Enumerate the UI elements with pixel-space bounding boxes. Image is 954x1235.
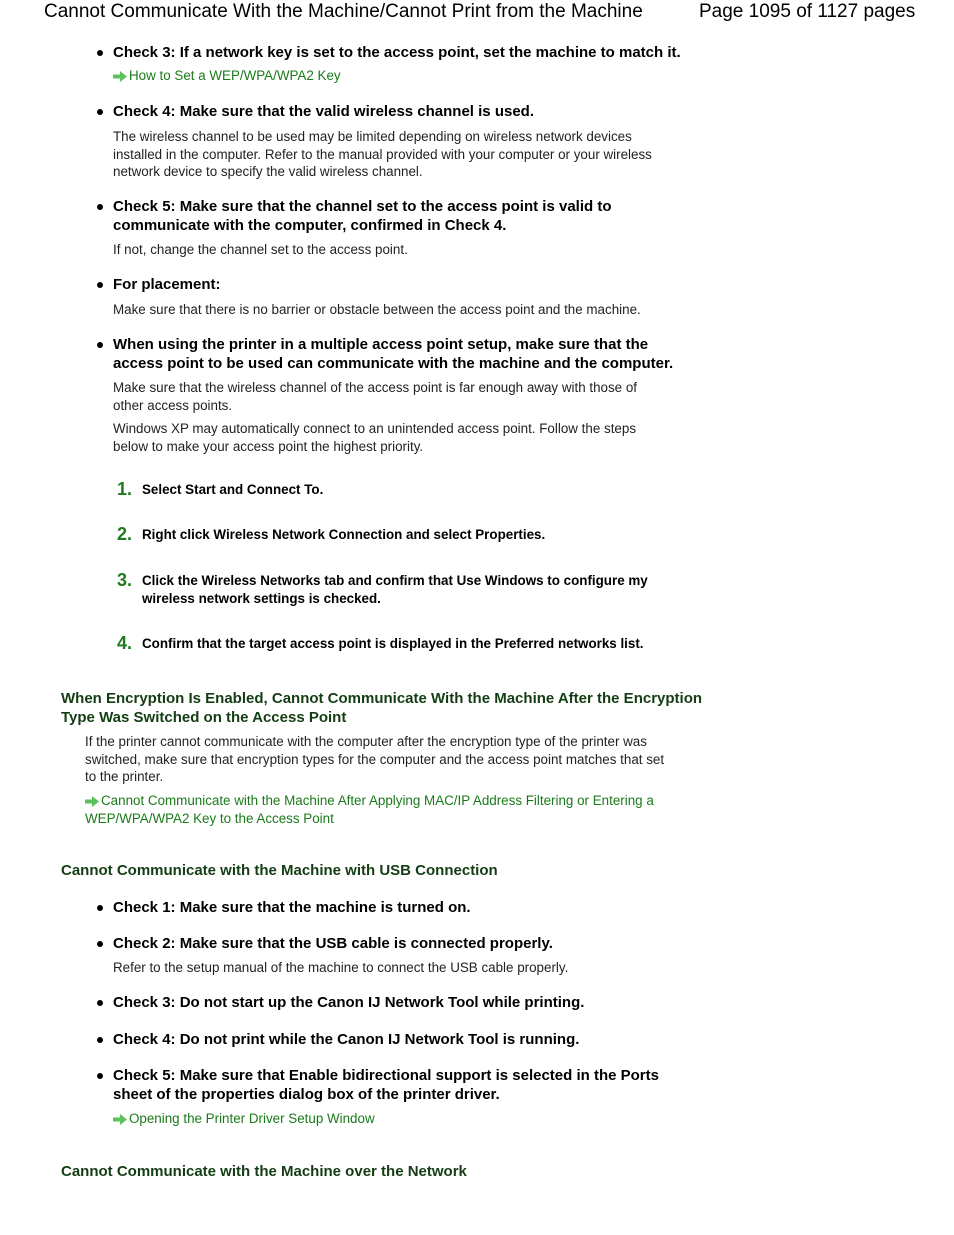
step-text: [142, 572, 702, 608]
mac-ip-filtering-link[interactable]: [85, 792, 705, 827]
text-line: Make sure that the wireless channel of the access point is far enough away with those of: [113, 380, 638, 395]
printer-driver-setup-link-label[interactable]: Opening the Printer Driver Setup Window: [129, 1111, 375, 1126]
step-number: 4.: [117, 633, 133, 653]
text-line: Windows XP may automatically connect to an unintended access point. Follow the steps: [113, 421, 637, 436]
text-line: other access points.: [113, 397, 233, 413]
heading-line: When using the printer in a multiple access point setup, make sure that the: [113, 336, 649, 353]
check5-heading: [113, 197, 713, 235]
usb-check2-body: Refer to the setup manual of the machine to connect the USB cable properly.: [113, 960, 569, 975]
bullet-icon: [97, 282, 103, 288]
bullet-icon: [97, 1000, 103, 1006]
heading-line: sheet of the properties dialog box of the printer driver.: [113, 1086, 500, 1103]
encryption-section-heading: [61, 689, 741, 727]
mac-ip-filtering-link-label[interactable]: Cannot Communicate with the Machine After Applying MAC/IP Address Filtering or Entering a: [101, 793, 654, 808]
step-number: 1.: [117, 479, 133, 499]
page-number: Page 1095 of 1127 pages: [699, 1, 916, 22]
network-section-heading: Cannot Communicate with the Machine over the Network: [61, 1163, 467, 1180]
wep-key-link-label[interactable]: How to Set a WEP/WPA/WPA2 Key: [129, 68, 341, 83]
link-line[interactable]: WEP/WPA/WPA2 Key to the Access Point: [85, 810, 334, 826]
bullet-icon: [97, 1073, 103, 1079]
text-line: If the printer cannot communicate with the computer after the encryption type of the printer was: [85, 734, 647, 749]
check4-heading: Check 4: Make sure that the valid wireless channel is used.: [113, 103, 534, 120]
check5-body: If not, change the channel set to the access point.: [113, 242, 408, 257]
usb-check2-heading: Check 2: Make sure that the USB cable is connected properly.: [113, 935, 553, 952]
heading-line: Type Was Switched on the Access Point: [61, 709, 347, 726]
link-line[interactable]: [85, 792, 705, 810]
bullet-icon: [97, 50, 103, 56]
heading-line: Check 5: Make sure that the channel set to the access point is valid to: [113, 198, 612, 215]
arrow-right-icon: [113, 1114, 127, 1125]
bullet-icon: [97, 204, 103, 210]
bullet-icon: [97, 905, 103, 911]
heading-line: Check 5: Make sure that Enable bidirectional support is selected in the Ports: [113, 1067, 659, 1084]
placement-body: Make sure that there is no barrier or obstacle between the access point and the machine.: [113, 302, 641, 317]
heading-line: access point to be used can communicate with the machine and the computer.: [113, 355, 674, 372]
arrow-right-icon: [113, 71, 127, 82]
multiple-ap-heading: [113, 335, 713, 373]
step-text: Confirm that the target access point is displayed in the Preferred networks list.: [142, 636, 644, 651]
check3-heading: Check 3: If a network key is set to the access point, set the machine to match it.: [113, 44, 681, 61]
arrow-right-icon: [85, 796, 99, 807]
bullet-icon: [97, 941, 103, 947]
heading-line: communicate with the computer, confirmed in Check 4.: [113, 217, 507, 234]
usb-check3-heading: Check 3: Do not start up the Canon IJ Network Tool while printing.: [113, 994, 585, 1011]
page-title: Cannot Communicate With the Machine/Cannot Print from the Machine: [44, 1, 643, 22]
text-line: The wireless channel to be used may be limited depending on wireless network devices: [113, 129, 632, 144]
usb-section-heading: Cannot Communicate with the Machine with USB Connection: [61, 862, 498, 879]
text-line: Click the Wireless Networks tab and confirm that Use Windows to configure my: [142, 573, 648, 588]
encryption-body: [85, 733, 705, 786]
wep-key-link[interactable]: [113, 67, 341, 85]
text-line: installed in the computer. Refer to the manual provided with your computer or your wireless: [113, 146, 652, 162]
printer-driver-setup-link[interactable]: [113, 1110, 375, 1128]
multiple-ap-body-1: [113, 379, 703, 414]
step-number: 2.: [117, 524, 133, 544]
heading-line: When Encryption Is Enabled, Cannot Communicate With the Machine After the Encryption: [61, 690, 703, 707]
step-text: Select Start and Connect To.: [142, 482, 324, 497]
usb-check4-heading: Check 4: Do not print while the Canon IJ Network Tool is running.: [113, 1031, 580, 1048]
text-line: switched, make sure that encryption types for the computer and the access point matches that set: [85, 751, 665, 767]
text-line: wireless network settings is checked.: [142, 591, 381, 606]
usb-check5-heading: [113, 1066, 713, 1104]
bullet-icon: [97, 342, 103, 348]
placement-heading: For placement:: [113, 276, 221, 293]
usb-check1-heading: Check 1: Make sure that the machine is turned on.: [113, 899, 471, 916]
text-line: to the printer.: [85, 769, 164, 785]
bullet-icon: [97, 109, 103, 115]
step-number: 3.: [117, 570, 133, 590]
bullet-icon: [97, 1037, 103, 1043]
step-text: Right click Wireless Network Connection and select Properties.: [142, 527, 546, 542]
check4-body: [113, 128, 703, 181]
text-line: below to make your access point the highest priority.: [113, 438, 424, 454]
multiple-ap-body-2: [113, 420, 703, 455]
text-line: network device to specify the valid wireless channel.: [113, 164, 423, 180]
